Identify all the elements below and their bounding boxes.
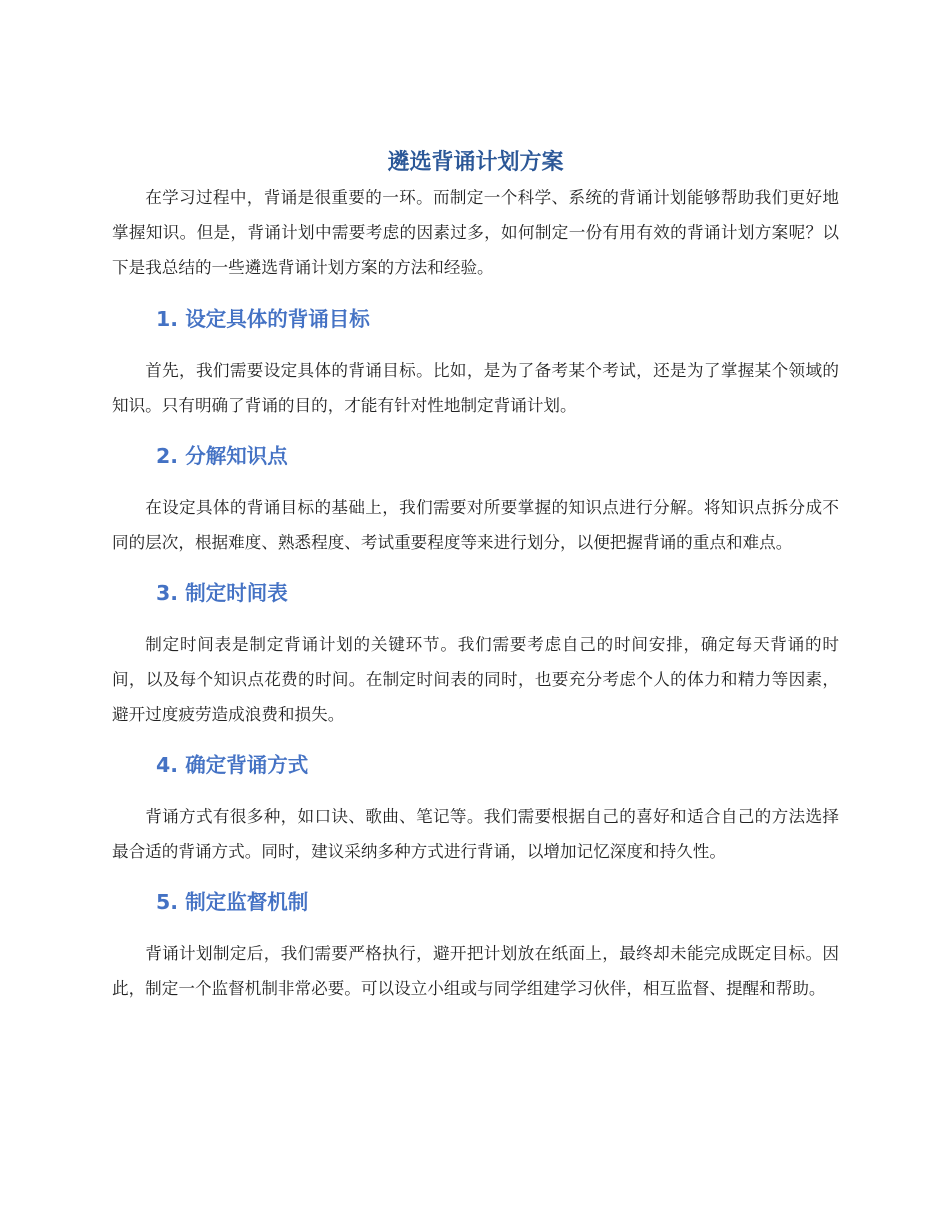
section-body-3: 制定时间表是制定背诵计划的关键环节。我们需要考虑自己的时间安排，确定每天背诵的时间，以及每个知识点花费的时间。在制定时间表的同时，也要充分考虑个人的体力和精力等因素，避开过度疲劳造成浪费和损失。	[112, 635, 839, 724]
section-heading-1: 1. 设定具体的背诵目标	[156, 307, 370, 331]
section-heading-5: 5. 制定监督机制	[156, 890, 309, 914]
section-heading-3: 3. 制定时间表	[156, 581, 288, 605]
section-heading-4: 4. 确定背诵方式	[156, 753, 309, 777]
section-heading-2: 2. 分解知识点	[156, 444, 288, 468]
section-body-2: 在设定具体的背诵目标的基础上，我们需要对所要掌握的知识点进行分解。将知识点拆分成不同的层次，根据难度、熟悉程度、考试重要程度等来进行划分，以便把握背诵的重点和难点。	[112, 498, 839, 552]
section-body-4: 背诵方式有很多种，如口诀、歌曲、笔记等。我们需要根据自己的喜好和适合自己的方法选择最合适的背诵方式。同时，建议采纳多种方式进行背诵，以增加记忆深度和持久性。	[112, 807, 839, 861]
document-page	[112, 146, 839, 1006]
section-body-1: 首先，我们需要设定具体的背诵目标。比如，是为了备考某个考试，还是为了掌握某个领域的知识。只有明确了背诵的目的，才能有针对性地制定背诵计划。	[112, 361, 839, 415]
section-body-5: 背诵计划制定后，我们需要严格执行，避开把计划放在纸面上，最终却未能完成既定目标。因此，制定一个监督机制非常必要。可以设立小组或与同学组建学习伙伴，相互监督、提醒和帮助。	[112, 944, 839, 998]
document-title: 遴选背诵计划方案	[387, 150, 564, 175]
intro-paragraph: 在学习过程中，背诵是很重要的一环。而制定一个科学、系统的背诵计划能够帮助我们更好地掌握知识。但是，背诵计划中需要考虑的因素过多，如何制定一份有用有效的背诵计划方案呢？以下是我总结的一些遴选背诵计划方案的方法和经验。	[112, 188, 839, 277]
